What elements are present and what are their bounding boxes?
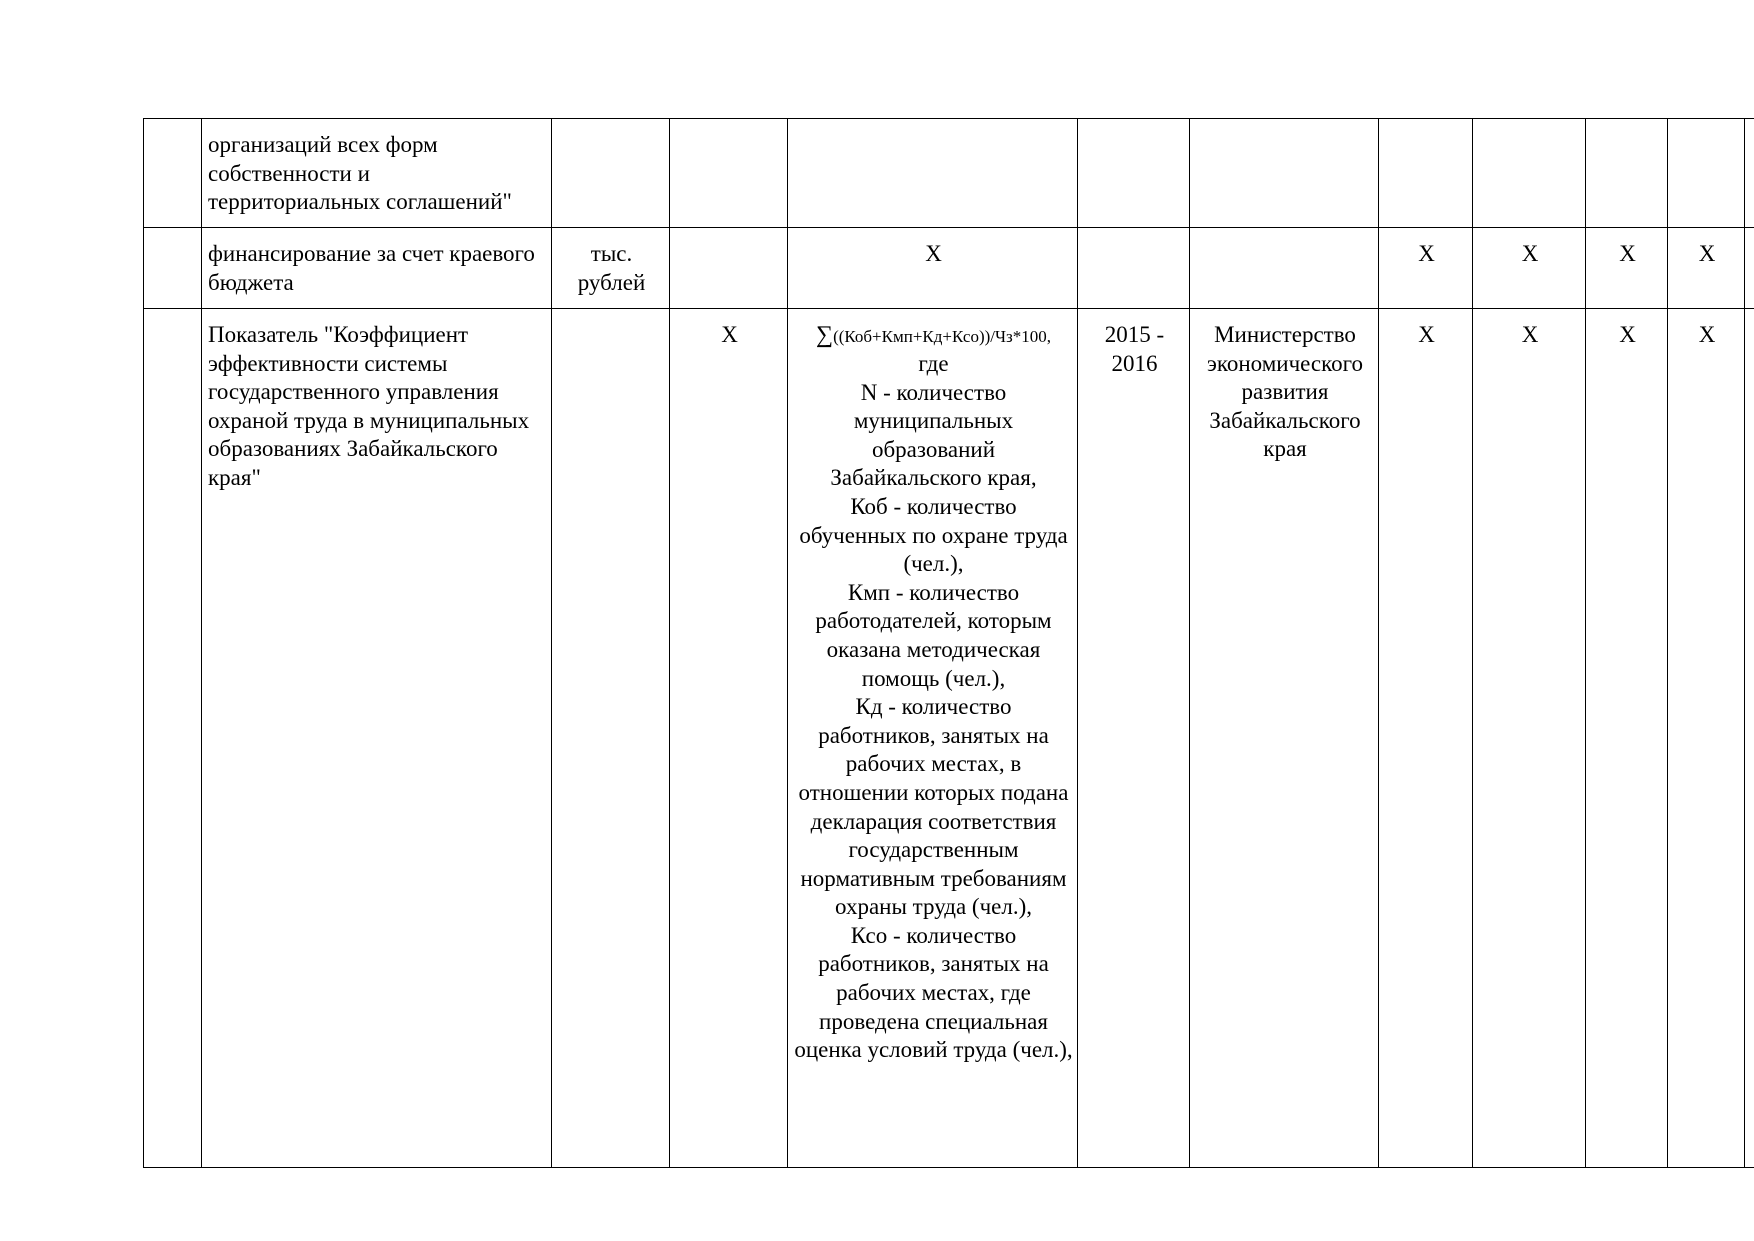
cell-number [144,309,202,1168]
formula-line: Ксо - количество работников, занятых на рабочих местах, где проведена специальная оценка условий труда (чел.), [794,922,1073,1063]
cell-period [1078,309,1190,1168]
indicators-table [143,118,1754,1168]
cell-formula [788,119,1078,228]
row-name-text: финансирование за счет краевого бюджета [208,241,535,295]
cell-extra [1745,119,1754,228]
table-row-financing [144,228,1754,309]
cell-year-2 [1473,119,1586,228]
cell-year-4 [1668,228,1745,309]
formula-mark: X [925,241,942,266]
formula-block [788,309,1077,1065]
period-text: 2015 - 2016 [1104,322,1165,376]
cell-unit [552,228,670,309]
cell-base [670,309,788,1168]
cell-unit [552,119,670,228]
cell-extra [1745,228,1754,309]
unit-text: тыс. рублей [577,241,646,295]
cell-name [202,119,552,228]
cell-name [202,309,552,1168]
formula-line: Коб - количество обученных по охране труда (чел.), [799,493,1068,577]
sum-symbol: ∑ [815,322,834,348]
cell-year-2 [1473,228,1586,309]
cell-year-3 [1586,119,1668,228]
year-mark: X [1521,241,1539,266]
cell-year-3 [1586,228,1668,309]
cell-year-1 [1379,309,1473,1168]
cell-number [144,119,202,228]
cell-formula [788,228,1078,309]
cell-year-1 [1379,119,1473,228]
cell-year-4 [1668,119,1745,228]
cell-extra [1745,309,1754,1168]
table-row-indicator [144,309,1754,1168]
cell-year-3 [1586,309,1668,1168]
row-name-text: организаций всех форм собственности и территориальных соглашений" [208,132,512,215]
cell-year-1 [1379,228,1473,309]
cell-base [670,119,788,228]
year-mark: X [1698,322,1716,347]
cell-year-4 [1668,309,1745,1168]
year-mark: X [1521,322,1539,347]
document-page [143,118,1754,1168]
cell-responsible [1190,228,1379,309]
formula-expression: ((Коб+Кмп+Кд+Ксо))/Чз*100, [833,327,1052,346]
cell-base [670,228,788,309]
formula-line: Кмп - количество работодателей, которым оказана методическая помощь (чел.), [815,579,1052,691]
year-mark: X [1698,241,1716,266]
cell-name [202,228,552,309]
responsible-text: Министерство экономического развития Забайкальского края [1206,322,1364,462]
formula-head [815,322,1052,348]
base-mark: X [721,322,738,347]
indicator-name-text: Показатель "Коэффициент эффективности системы государственного управления охраной труда в муниципальных образованиях Забайкальского края" [208,322,530,490]
formula-line: где [918,351,949,376]
year-mark: X [1418,241,1435,266]
year-mark: X [1418,322,1435,347]
cell-number [144,228,202,309]
table-row-continued [144,119,1754,228]
cell-period [1078,119,1190,228]
cell-responsible [1190,119,1379,228]
year-mark: X [1619,322,1636,347]
cell-unit [552,309,670,1168]
cell-year-2 [1473,309,1586,1168]
cell-formula [788,309,1078,1168]
cell-responsible [1190,309,1379,1168]
year-mark: X [1619,241,1636,266]
cell-period [1078,228,1190,309]
formula-line: Кд - количество работников, занятых на рабочих местах, в отношении которых подана декларация соответствия государственным нормативным требованиям охраны труда (чел.), [798,694,1069,920]
formula-line: N - количество муниципальных образований Забайкальского края, [830,379,1037,491]
